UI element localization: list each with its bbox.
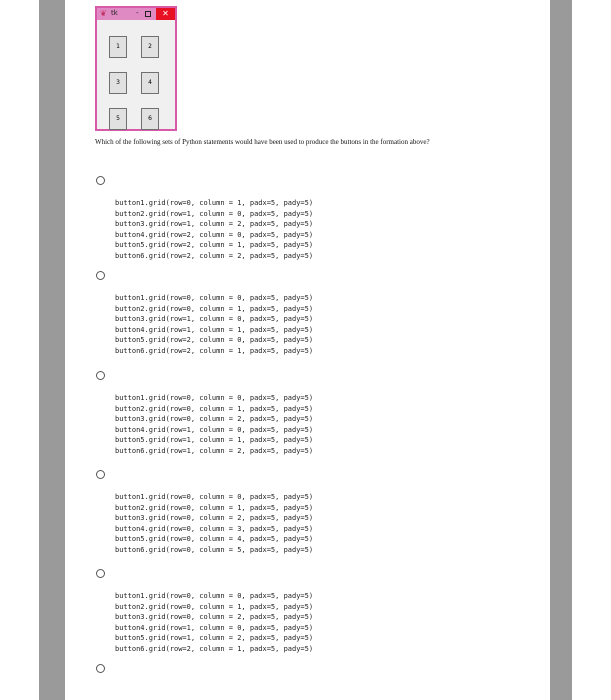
- option-3-radio[interactable]: [96, 371, 105, 380]
- tk-window-title: tk: [111, 9, 118, 17]
- option-2-radio[interactable]: [96, 271, 105, 280]
- tk-button-5: 5: [109, 108, 127, 130]
- close-icon: ✕: [156, 8, 175, 20]
- option-4-code: button1.grid(row=0, column = 0, padx=5, pady=5) button2.grid(row=0, column = 1, padx=5, pady=5) button3.grid(row=0, column = 2, padx=5, pady=5) button4.grid(row=0, column = 3, padx=5, pady=5) button5.grid(row=0, column = 4, padx=5, pady=5) button6.grid(row=0, column = 5, padx=5, pady=5): [115, 493, 314, 554]
- tk-feather-icon: ❦: [100, 9, 107, 18]
- tk-button-6: 6: [141, 108, 159, 130]
- option-4-radio[interactable]: [96, 470, 105, 479]
- left-gray-bar: [39, 0, 65, 700]
- right-gray-bar: [550, 0, 572, 700]
- option-3-code: button1.grid(row=0, column = 0, padx=5, pady=5) button2.grid(row=0, column = 1, padx=5, pady=5) button3.grid(row=0, column = 2, padx=5, pady=5) button4.grid(row=1, column = 0, padx=5, pady=5) button5.grid(row=1, column = 1, padx=5, pady=5) button6.grid(row=1, column = 2, padx=5, pady=5): [115, 394, 314, 455]
- tk-button-4: 4: [141, 72, 159, 94]
- option-2-code: button1.grid(row=0, column = 0, padx=5, pady=5) button2.grid(row=0, column = 1, padx=5, pady=5) button3.grid(row=1, column = 0, padx=5, pady=5) button4.grid(row=1, column = 1, padx=5, pady=5) button5.grid(row=2, column = 0, padx=5, pady=5) button6.grid(row=2, column = 1, padx=5, pady=5): [115, 294, 314, 355]
- tk-button-1: 1: [109, 36, 127, 58]
- question-text: Which of the following sets of Python statements would have been used to produce the buttons in the formation above?: [95, 138, 430, 146]
- minimize-icon: -: [136, 9, 139, 17]
- option-6-radio[interactable]: [96, 664, 105, 673]
- tk-button-2: 2: [141, 36, 159, 58]
- option-1-code: button1.grid(row=0, column = 1, padx=5, pady=5) button2.grid(row=1, column = 0, padx=5, pady=5) button3.grid(row=1, column = 2, padx=5, pady=5) button4.grid(row=2, column = 0, padx=5, pady=5) button5.grid(row=2, column = 1, padx=5, pady=5) button6.grid(row=2, column = 2, padx=5, pady=5): [115, 199, 314, 260]
- tk-window-screenshot: [95, 6, 177, 131]
- option-5-radio[interactable]: [96, 569, 105, 578]
- option-5-code: button1.grid(row=0, column = 0, padx=5, pady=5) button2.grid(row=0, column = 1, padx=5, pady=5) button3.grid(row=0, column = 2, padx=5, pady=5) button4.grid(row=1, column = 0, padx=5, pady=5) button5.grid(row=1, column = 2, padx=5, pady=5) button6.grid(row=2, column = 1, padx=5, pady=5): [115, 592, 314, 653]
- tk-button-3: 3: [109, 72, 127, 94]
- option-1-radio[interactable]: [96, 176, 105, 185]
- tk-titlebar: [97, 8, 175, 20]
- tk-window-body: [97, 20, 175, 129]
- maximize-icon: [145, 11, 151, 17]
